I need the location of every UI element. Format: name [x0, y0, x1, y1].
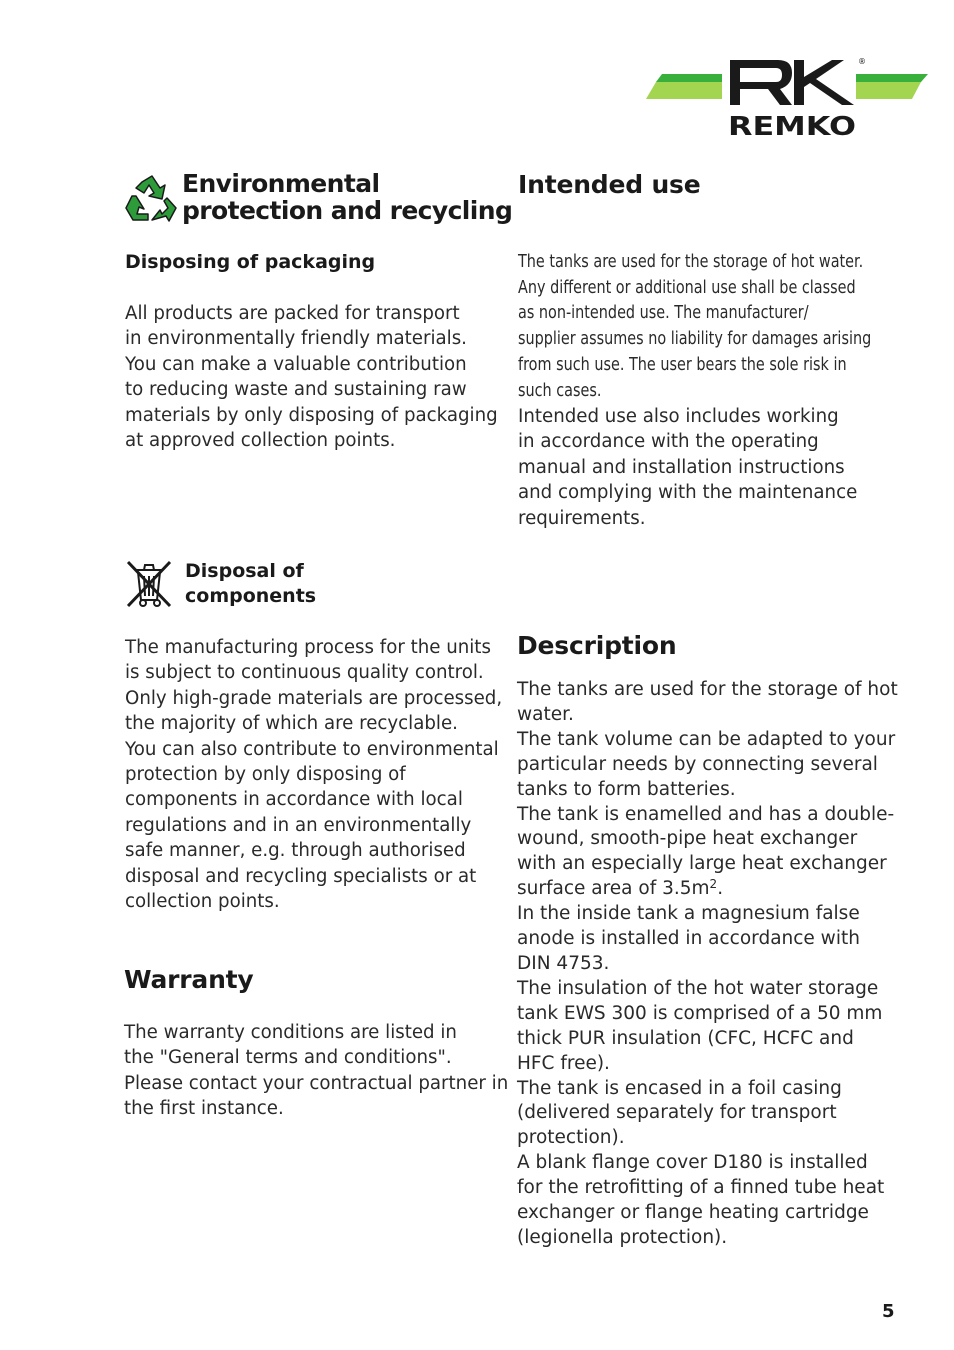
text-line: water.	[517, 703, 574, 725]
text-line: Only high-grade materials are processed,	[125, 687, 503, 709]
text-line: DIN 4753.	[517, 952, 610, 974]
warranty-text	[124, 1020, 508, 1122]
text-line: (delivered separately for transport	[517, 1102, 837, 1124]
text-line: requirements.	[518, 507, 646, 529]
text-line: protection).	[517, 1127, 625, 1149]
text-line: wound, smooth-pipe heat exchanger	[517, 828, 858, 850]
components-heading-line1: Disposal of	[185, 560, 304, 582]
text-line: Please contact your contractual partner in	[124, 1072, 509, 1094]
text-line: exchanger or flange heating cartridge	[517, 1202, 869, 1224]
text-line: A blank flange cover D180 is installed	[517, 1152, 868, 1174]
text-line: at approved collection points.	[125, 430, 396, 452]
text-line: particular needs by connecting several	[517, 753, 878, 775]
text-line: to reducing waste and sustaining raw	[125, 379, 467, 401]
environment-heading-line2: protection and recycling	[182, 196, 513, 225]
text-line: HFC free).	[517, 1052, 610, 1074]
text-line: You can also contribute to environmental	[125, 738, 499, 760]
components-heading-line2: components	[185, 585, 317, 607]
text-line: tank EWS 300 is comprised of a 50 mm	[517, 1002, 883, 1024]
text-line: All products are packed for transport	[125, 303, 460, 324]
text-line: materials by only disposing of packaging	[125, 404, 498, 426]
text-line: from such use. The user bears the sole risk in	[518, 353, 847, 375]
environment-heading	[182, 170, 512, 224]
text-line: manual and installation instructions	[518, 456, 845, 478]
text-line: The manufacturing process for the units	[125, 637, 491, 658]
text-line: protection by only disposing of	[125, 764, 406, 786]
text-line: is subject to continuous quality control.	[125, 662, 484, 684]
brand-name: REMKO	[728, 112, 856, 141]
text-line: in accordance with the operating	[518, 431, 819, 453]
crossed-out-bin-icon	[124, 558, 174, 610]
remko-logo	[644, 55, 930, 141]
text-line: the majority of which are recyclable.	[125, 713, 458, 735]
text-line: The insulation of the hot water storage	[517, 977, 879, 999]
superscript-2: 2	[709, 877, 718, 892]
text-line: as non-intended use. The manufacturer/	[518, 302, 809, 324]
intended-use-condensed-text	[518, 249, 871, 403]
text-line: (legionella protection).	[517, 1226, 728, 1248]
text-line: the "General terms and conditions".	[124, 1047, 452, 1069]
surface-area-line	[517, 877, 898, 902]
intended-use-heading: Intended use	[518, 170, 701, 199]
text-line: safe manner, e.g. through authorised	[125, 840, 466, 862]
text-line: the first instance.	[124, 1098, 284, 1120]
text-line: The tanks are used for the storage of hot	[517, 679, 898, 700]
text-line: with an especially large heat exchanger	[517, 853, 887, 875]
environment-heading-line1: Environmental	[182, 169, 380, 198]
surface-area-end: .	[717, 878, 724, 900]
text-line: collection points.	[125, 891, 280, 913]
text-line: thick PUR insulation (CFC, HCFC and	[517, 1027, 854, 1049]
text-line: The tanks are used for the storage of hot water.	[518, 251, 864, 272]
text-line: components in accordance with local	[125, 789, 463, 811]
text-line: regulations and in an environmentally	[125, 814, 472, 836]
surface-area-text: surface area of 3.5m	[517, 878, 710, 900]
components-text	[125, 635, 502, 914]
intended-use-text	[518, 404, 857, 531]
text-line: for the retrofitting of a finned tube heat	[517, 1177, 885, 1199]
text-line: In the inside tank a magnesium false	[517, 903, 860, 925]
text-line: tanks to form batteries.	[517, 778, 736, 800]
text-line: such cases.	[518, 379, 602, 401]
packaging-text	[125, 301, 498, 453]
text-line: The tank is encased in a foil casing	[517, 1077, 842, 1099]
text-line: The tank volume can be adapted to your	[517, 728, 896, 750]
packaging-heading: Disposing of packaging	[125, 251, 376, 273]
components-heading	[185, 559, 316, 609]
text-line: Any different or additional use shall be classed	[518, 276, 856, 298]
text-line: You can make a valuable contribution	[125, 353, 467, 375]
recycle-icon	[124, 174, 178, 226]
text-line: and complying with the maintenance	[518, 482, 858, 504]
text-line: Intended use also includes working	[518, 406, 839, 427]
text-line: supplier assumes no liability for damages arising	[518, 328, 872, 350]
text-line: disposal and recycling specialists or at	[125, 865, 477, 887]
page-number: 5	[882, 1301, 895, 1322]
text-line: The warranty conditions are listed in	[124, 1022, 457, 1043]
text-line: The tank is enamelled and has a double-	[517, 803, 895, 825]
description-heading: Description	[517, 631, 677, 660]
description-text	[517, 678, 898, 1251]
registered-mark: ®	[858, 57, 866, 66]
text-line: in environmentally friendly materials.	[125, 328, 467, 350]
warranty-heading: Warranty	[124, 965, 254, 994]
text-line: anode is installed in accordance with	[517, 928, 860, 950]
